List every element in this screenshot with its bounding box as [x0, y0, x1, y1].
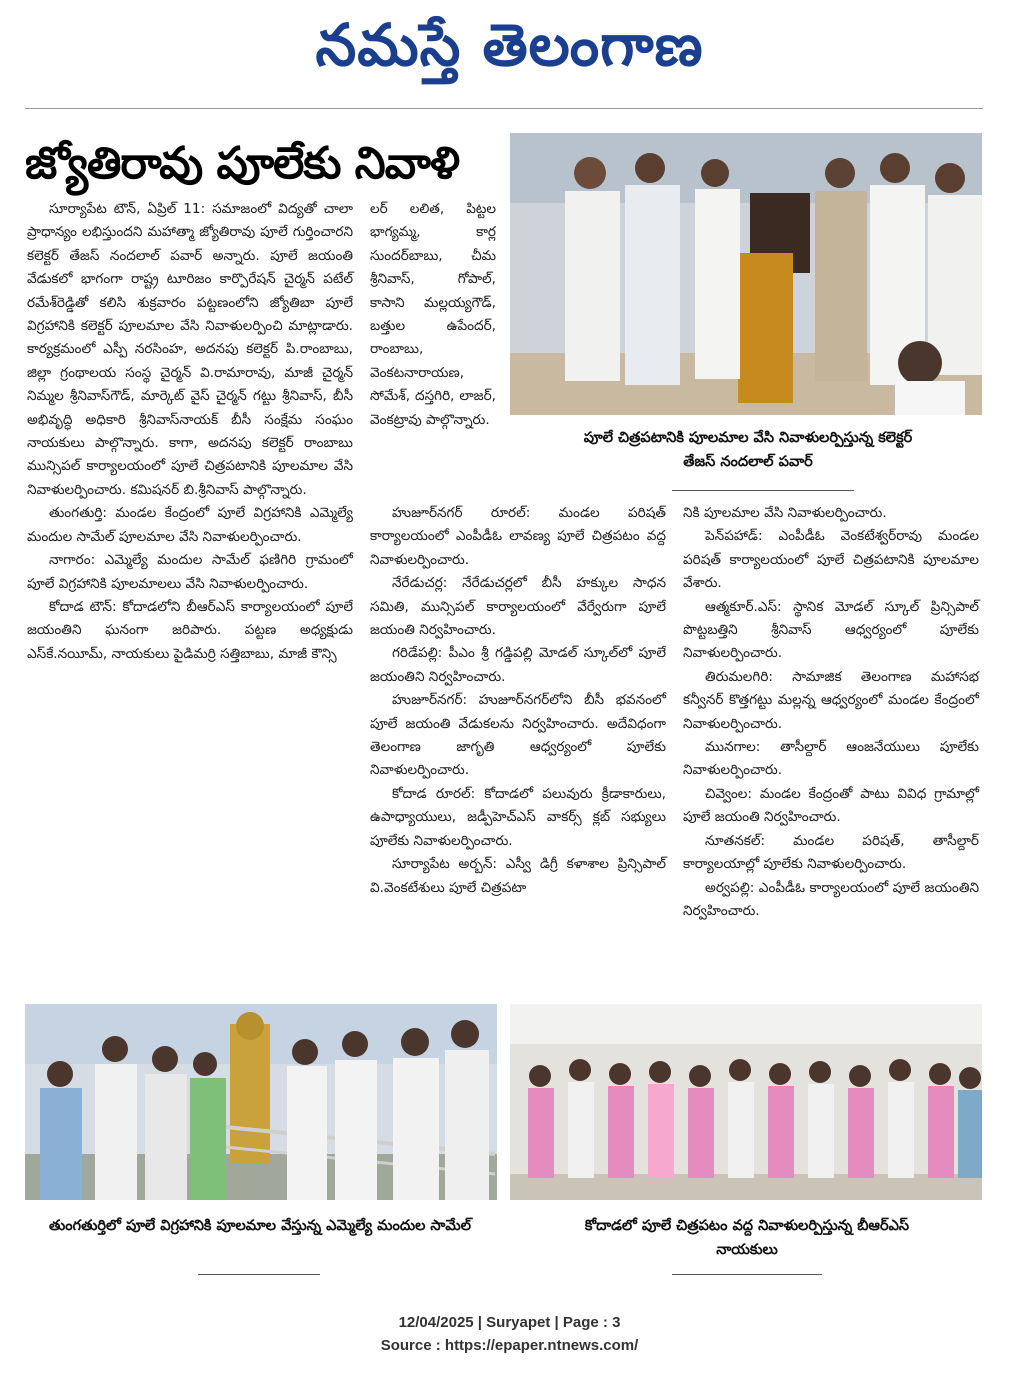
column-2-paragraph: హుజూర్‌నగర్: హుజూర్‌నగర్‌లోని బీసీ భవనంలో పూలే జయంతి వేడుకలను నిర్వహించారు. అదేవిధంగా తెలంగాణ జాగృతి ఆధ్వర్యంలో పూలేకు నివాళులర్పించారు. [370, 692, 666, 779]
column-3-paragraph: నూతనకల్: మండల పరిషత్, తాసీల్దార్ కార్యాలయాల్లో పూలేకు నివాళులర్పించారు. [683, 832, 979, 873]
column-3-paragraph: చివ్వెంల: మండల కేంద్రంతో పాటు వివిధ గ్రామాల్లో పూలే జయంతి నిర్వహించారు. [683, 785, 979, 826]
column-2-paragraph: సూర్యాపేట అర్బన్: ఎస్వీ డిగ్రీ కళాశాల ప్రిన్సిపాల్ వి.వెంకటేశులు పూలే చిత్రపటా [370, 856, 666, 896]
article-column-3 [683, 502, 979, 923]
column-3-paragraph: అర్వపల్లి: ఎంపీడీఓ కార్యాలయంలో పూలే జయంతిని నిర్వహించారు. [683, 879, 979, 919]
article-column-1 [27, 198, 353, 666]
column-1-paragraph: కోదాడ టౌన్: కోదాడలోని బీఆర్ఎస్ కార్యాలయంలో పూలే జయంతిని ఘనంగా జరిపారు. పట్టణ అధ్యక్షుడు ఎస్‌కే.నయీమ్, నాయకులు పైడిమర్రి సత్తిబాబు, మాజీ కౌన్సి [27, 598, 353, 662]
column-2-paragraph: గరిడేపల్లి: పీఎం శ్రీ గడ్డిపల్లి మోడల్ స్కూల్‌లో పూలే జయంతిని నిర్వహించారు. [370, 645, 666, 685]
column-3-paragraph: ఆత్మకూర్.ఎస్: స్థానిక మోడల్ స్కూల్ ప్రిన్సిపాల్ పొట్టబత్తిని శ్రీనివాస్ ఆధ్వర్యంలో పూలేకు నివాళులర్పించారు. [683, 598, 979, 662]
masthead-title: నమస్తే తెలంగాణ [315, 11, 704, 79]
masthead-divider [25, 108, 983, 109]
bottom-right-caption-divider [672, 1274, 822, 1275]
column-3-paragraph: మునగాల: తాసీల్దార్ ఆంజనేయులు పూలేకు నివాళులర్పించారు. [683, 739, 979, 779]
bottom-right-photo [510, 1004, 982, 1200]
column-1-paragraph: సూర్యాపేట టౌన్, ఏప్రిల్ 11: సమాజంలో విద్యతో చాలా ప్రాధాన్యం లభిస్తుందని మహాత్మా జ్యోతిరావు పూలే గుర్తించారని కలెక్టర్ తేజస్ నందలాల్ పవార్ అన్నారు. పూలే జయంతి వేడుకలో భాగంగా రాష్ట్ర టూరిజం కార్పొరేషన్ చైర్మన్ పటేల్ రమేశ్‌రెడ్డితో కలిసి శుక్రవారం పట్టణంలోని జ్యోతిబా పూలే విగ్రహానికి కలెక్టర్ పూలమాల వేసి నివాళులర్పించి మాట్లాడారు. కార్యక్రమంలో ఎస్పీ నరసింహ, అదనపు కలెక్టర్ పి.రాంబాబు, జిల్లా గ్రంథాలయ సంస్థ చైర్మన్ వి.రామారావు, మాజీ చైర్మన్ నిమ్మల శ్రీనివాస్‌గౌడ్, మార్కెట్ వైస్ చైర్మన్ గట్టు శ్రీనివాస్, బీసీ అభివృద్ధి అధికారి శ్రీనివాస్‌నాయక్ బీసీ సంక్షేమ సంఘం నాయకులు పాల్గొన్నారు. కాగా, అదనపు కలెక్టర్ రాంబాబు మున్సిపల్ కార్యాలయంలో పూలే చిత్రపటానికి పూలమాల వేసి నివాళులర్పించారు. కమిషనర్ బి.శ్రీనివాస్ పాల్గొన్నారు. [27, 201, 353, 498]
column-3-paragraph: నికి పూలమాల వేసి నివాళులర్పించారు. [683, 505, 887, 521]
footer-source-url: Source : https://epaper.ntnews.com/ [380, 1337, 639, 1354]
bottom-right-photo-caption: కోదాడలో పూలే చిత్రపటం వద్ద నివాళులర్పిస్తున్న బీఆర్ఎస్ నాయకులు [584, 1218, 910, 1258]
bottom-left-photo [25, 1004, 497, 1200]
column-1-paragraph: నాగారం: ఎమ్మెల్యే మందుల సామేల్ ఫణిగిరి గ్రామంలో పూలే విగ్రహానికి పూలమాలలు వేసి నివాళులర్పించారు. [27, 552, 353, 592]
footer-date-edition-page: 12/04/2025 | Suryapet | Page : 3 [398, 1314, 621, 1331]
article-column-2-top [370, 198, 496, 432]
top-photo [510, 133, 982, 415]
top-photo-caption: పూలే చిత్రపటానికి పూలమాల వేసి నివాళులర్పిస్తున్న కలెక్టర్ తేజస్ నందలాల్ పవార్ [583, 430, 913, 470]
column-2-paragraph: హుజూర్‌నగర్ రూరల్: మండల పరిషత్ కార్యాలయంలో ఎంపీడీఓ లావణ్య పూలే చిత్రపటం వద్ద నివాళులర్పించారు. [370, 505, 666, 568]
column-2-paragraph: నేరేడుచర్ల: నేరేడుచర్లలో బీసీ హక్కుల సాధన సమితి, మున్సిపల్ కార్యాలయంలో వేర్వేరుగా పూలే జయంతి నిర్వహించారు. [370, 575, 666, 639]
column-2-paragraph: లర్ లలిత, పిట్టల భాగ్యమ్మ, కార్ల సుందర్‌బాబు, చీమ శ్రీనివాస్, గోపాల్, కాసాని మల్లయ్యగౌడ్, బత్తుల ఉపేందర్, రాంబాబు, వెంకటనారాయణ, సోమేశ్, దస్తగిరి, లాజర్, వెంకట్రావు పాల్గొన్నారు. [370, 201, 496, 428]
article-headline: జ్యోతిరావు పూలేకు నివాళి [25, 138, 459, 189]
column-3-paragraph: పెన్‌పహాడ్: ఎంపీడీఓ వెంకటేశ్వర్‌రావు మండల పరిషత్ కార్యాలయంలో పూలే చిత్రపటానికి పూలమాల వేశారు. [683, 528, 979, 592]
column-1-paragraph: తుంగతుర్తి: మండల కేంద్రంలో పూలే విగ్రహానికి ఎమ్మెల్యే మందుల సామేల్ పూలమాల వేసి నివాళులర్పించారు. [27, 505, 353, 545]
bottom-left-caption-divider [198, 1274, 320, 1275]
bottom-left-photo-caption: తుంగతుర్తిలో పూలే విగ్రహానికి పూలమాల వేస్తున్న ఎమ్మెల్యే మందుల సామేల్ [48, 1218, 472, 1234]
top-caption-divider [672, 490, 854, 491]
article-column-2-bottom [370, 502, 666, 900]
column-2-paragraph: కోదాడ రూరల్: కోదాడలో పలువురు క్రీడాకారులు, ఉపాధ్యాయులు, జడ్పీహెచ్‌ఎస్ వాకర్స్ క్లబ్ సభ్యులు పూలేకు నివాళులర్పించారు. [370, 785, 666, 849]
column-3-paragraph: తిరుమలగిరి: సామాజిక తెలంగాణ మహాసభ కన్వీనర్ కొత్తగట్టు మల్లన్న ఆధ్వర్యంలో మండల కేంద్రంలో నివాళులర్పించారు. [683, 668, 979, 732]
